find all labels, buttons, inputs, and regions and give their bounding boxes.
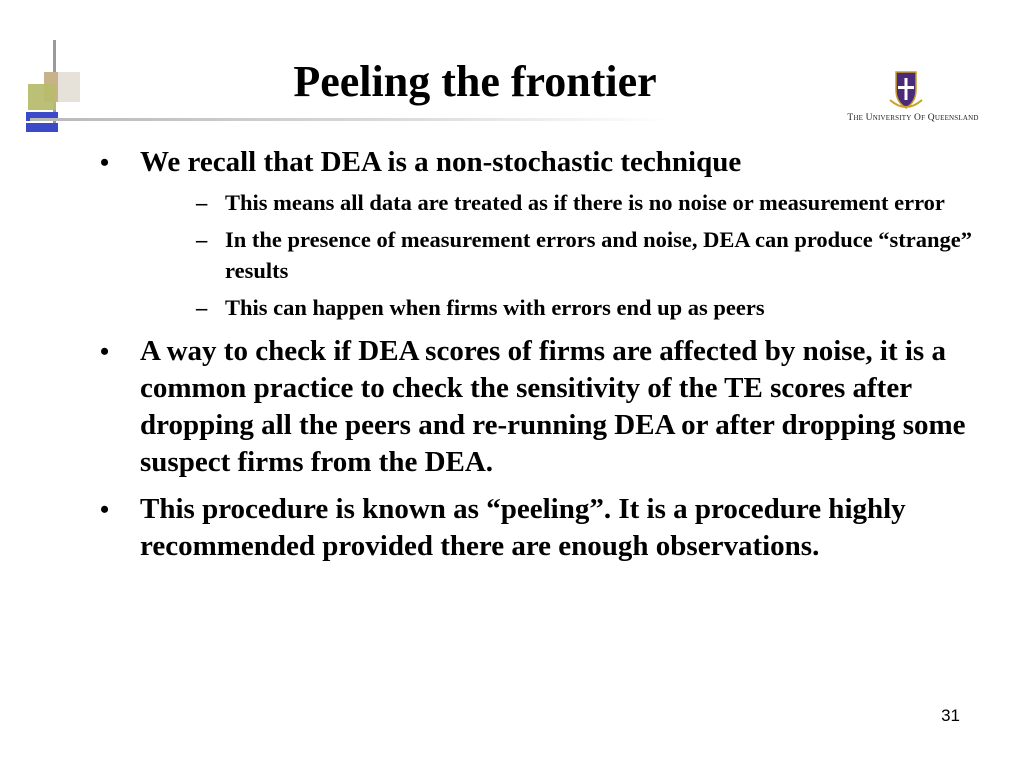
page-number: 31 [941, 706, 960, 725]
title-divider [30, 118, 670, 121]
slide-content [100, 144, 980, 565]
sub-bullet-text: This can happen when firms with errors end up as peers [225, 295, 765, 320]
bullet-item [100, 333, 980, 481]
bullet-icon: • [100, 148, 110, 177]
logo-text: The University Of Queensland [847, 113, 979, 123]
sub-bullet-list [140, 187, 980, 323]
sub-bullet-item [140, 187, 980, 218]
bullet-text: This procedure is known as “peeling”. It is a procedure highly recommended provided there are enough observations. [140, 493, 906, 562]
crest-icon [838, 70, 988, 112]
bullet-text: We recall that DEA is a non-stochastic technique [140, 146, 742, 178]
dash-icon: – [196, 295, 208, 320]
sub-bullet-text: In the presence of measurement errors and noise, DEA can produce “strange” results [225, 227, 973, 283]
dash-icon: – [196, 190, 208, 215]
university-logo [838, 70, 988, 130]
bullet-item [100, 491, 980, 565]
bullet-text: A way to check if DEA scores of firms are affected by noise, it is a common practice to check the sensitivity of the TE scores after dropping all the peers and re-running DEA or after dropping some suspect firms from the DEA. [140, 335, 966, 478]
bullet-icon: • [100, 495, 110, 524]
sub-bullet-item [140, 292, 980, 323]
sub-bullet-text: This means all data are treated as if there is no noise or measurement error [225, 190, 945, 215]
sub-bullet-item [140, 224, 980, 286]
bullet-item [100, 144, 980, 323]
slide-title: Peeling the frontier [293, 57, 657, 106]
bullet-icon: • [100, 337, 110, 366]
dash-icon: – [196, 227, 208, 252]
